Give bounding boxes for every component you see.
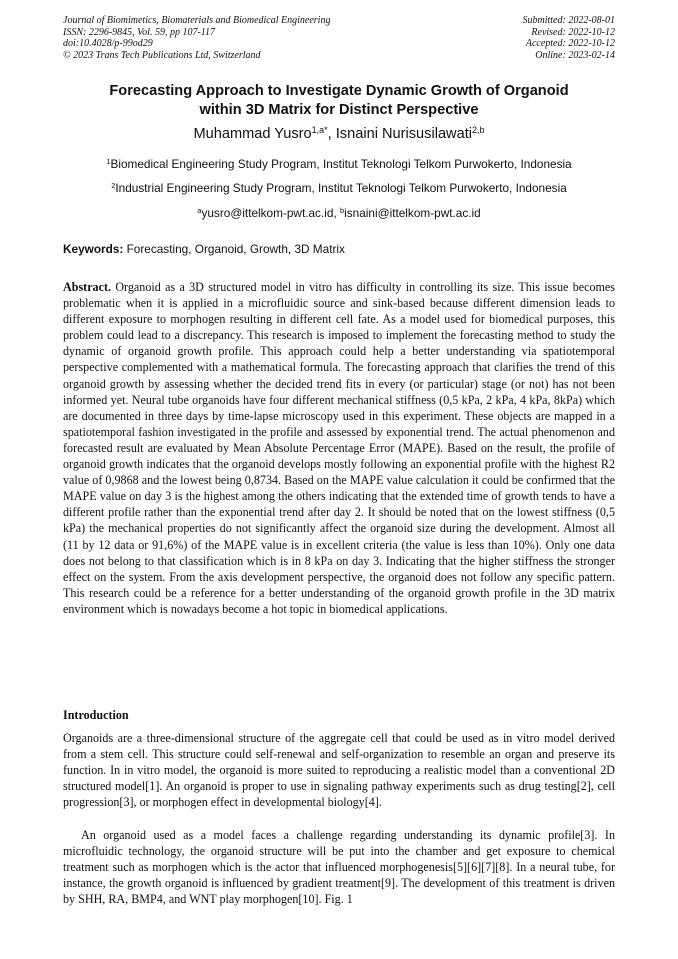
email-mark: b [339,206,345,215]
journal-doi: doi:10.4028/p-99od29 [63,38,153,49]
author-separator: , [327,126,336,142]
affiliation [63,181,615,195]
journal-copyright: © 2023 Trans Tech Publications Ltd, Switzerland [63,49,261,61]
journal-header [63,15,330,61]
affiliation-text: Industrial Engineering Study Program, Institut Teknologi Telkom Purwokerto, Indonesia [115,181,567,195]
title-line-1: Forecasting Approach to Investigate Dynamic Growth of Organoid [109,83,569,99]
submission-dates [523,15,616,61]
journal-issn: ISSN: 2296-9845, Vol. 59, pp 107-117 [63,26,216,38]
author-name: Isnaini Nurisusilawati [335,126,473,142]
affiliation-mark: 1 [106,157,111,166]
author-affiliation-mark: 1,a* [311,125,328,135]
paper-title [63,82,615,119]
date-submitted: Submitted: 2022-08-01 [522,15,615,26]
author-emails [63,206,615,220]
author-affiliation-mark: 2,b [472,125,485,135]
keywords [63,242,615,256]
affiliation [63,157,615,171]
keywords-text: Forecasting, Organoid, Growth, 3D Matrix [123,242,345,256]
abstract [63,279,615,617]
journal-name: Journal of Biomimetics, Biomaterials and Biomedical Engineering [63,15,331,26]
date-revised: Revised: 2022-10-12 [531,26,615,38]
abstract-label: Abstract. [63,280,112,294]
author-list [63,125,615,143]
title-line-2: within 3D Matrix for Distinct Perspective [199,101,479,118]
affiliation-mark: 2 [111,181,116,190]
affiliation-text: Biomedical Engineering Study Program, Institut Teknologi Telkom Purwokerto, Indonesia [110,157,572,171]
keywords-label: Keywords: [63,242,124,256]
email-address: yusro@ittelkom-pwt.ac.id [201,206,334,220]
abstract-text: Organoid as a 3D structured model in vitro has difficulty in controlling its size. This issue becomes problematic when it is applied in a microfluidic source and sink-based because different dimension leads to different exposure to morphogen resulting in different cell fate. As a model used for biomedical purposes, this problem could lead to a discrepancy. This research is imposed to implement the forecasting method to study the dynamic of organoid growth profile. This approach could help a better understanding via spatiotemporal perspective complemented with a mathematical formula. The forecasting approach that clarifies the trend of this organoid growth by assessing whether the decided trend fits in every (or particular) stage (or not) has not been informed yet. Neural tube organoids have four different mechanical stiffness (0,5 kPa, 2 kPa, 4 kPa, 8kPa) which are documented in three days by time-lapse microscopy used in this experiment. These objects are mapped in a spatiotemporal fashion investigated in the profile and assessed by exponential trend. The actual phenomenon and forecasted result are evaluated by Mean Absolute Percentage Error (MAPE). Based on the result, the profile of organoid growth indicates that the organoid develops mostly following an exponential profile with the highest R2 value of 0,9868 and the lowest being 0,8734. Based on the MAPE value calculation it could be confirmed that the MAPE value on day 3 is the highest among the others indicating that the extended time of growth tends to have a different profile rather than the exponential trend after day 2. It should be noted that on the lowest stiffness (0,5 kPa) the mechanical properties do not significantly affect the organoid size during the development. Almost all (11 by 12 data or 91,6%) of the MAPE value is in excellent criteria (the value is less than 10%). Only one data does not belong to that classification which is in 8 kPa on day 3. Indicating that the higher stiffness the stronger effect on the system. From the axis development perspective, the organoid does not follow any specific pattern. This research could be a reference for a better understanding of the organoid growth profile in the 3D matrix environment which is nowadays become a hot topic in biomedical applications. [63,280,615,616]
author-name: Muhammad Yusro [193,126,312,142]
body-paragraph: An organoid used as a model faces a challenge regarding understanding its dynamic profile[3]. In microfluidic technology, the organoid structure will be put into the chamber and get exposure to chemical treatment such as morphogen which is the actor that influenced morphogenesis[5][6][7][8]. In a neural tube, for instance, the growth organoid is influenced by gradient treatment[9]. The development of this treatment is driven by SHH, RA, BMP4, and WNT play morphogen[10]. Fig. 1 [63,828,615,907]
section-heading: Introduction [63,708,129,722]
email-mark: a [197,206,202,215]
email-address: isnaini@ittelkom-pwt.ac.id [344,206,481,220]
date-online: Online: 2023-02-14 [535,49,615,61]
email-separator: , [333,206,340,220]
body-paragraph: Organoids are a three-dimensional structure of the aggregate cell that could be used as in vitro model derived from a stem cell. This structure could self-renewal and self-organization to resemble an organ and preserve its function. In in vitro model, the organoid is more suited to reproducing a realistic model than a conventional 2D structured model[1]. An organoid is proper to use in signaling pathway experiments such as drug testing[2], cell progression[3], or morphogen effect in developmental biology[4]. [63,731,615,810]
date-accepted: Accepted: 2022-10-12 [525,38,615,49]
